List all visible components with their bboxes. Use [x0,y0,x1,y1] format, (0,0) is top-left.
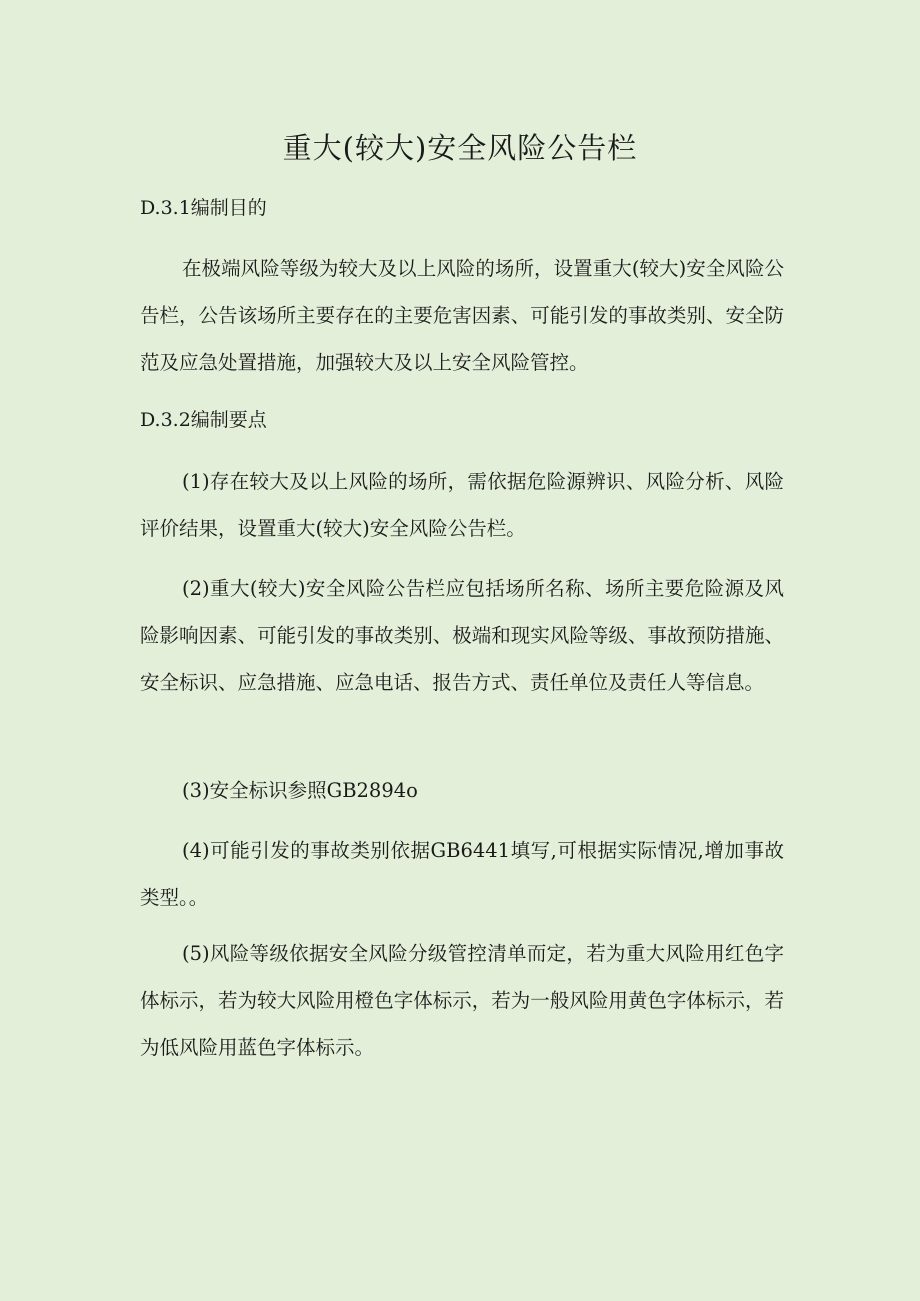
list-item-5: (5)风险等级依据安全风险分级管控清单而定，若为重大风险用红色字体标示，若为较大风险用橙色字体标示，若为一般风险用黄色字体标示，若为低风险用蓝色字体标示。 [140,942,784,1059]
list-item-2: (2)重大(较大)安全风险公告栏应包括场所名称、场所主要危险源及风险影响因素、可能引发的事故类别、极端和现实风险等级、事故预防措施、安全标识、应急措施、应急电话、报告方式、责任单位及责任人等信息。 [140,577,784,694]
document-title: 重大(较大)安全风险公告栏 [282,131,638,165]
list-item-1: (1)存在较大及以上风险的场所，需依据危险源辨识、风险分析、风险评价结果，设置重大(较大)安全风险公告栏。 [140,470,784,540]
list-item-4: (4)可能引发的事故类别依据GB6441填写,可根据实际情况,增加事故类型。。 [140,839,784,909]
section-heading-purpose: D.3.1编制目的 [140,197,267,219]
section-heading-key-points: D.3.2编制要点 [140,409,267,431]
list-item-3: (3)安全标识参照GB2894o [182,779,418,802]
paragraph-purpose: 在极端风险等级为较大及以上风险的场所，设置重大(较大)安全风险公告栏，公告该场所主要存在的主要危害因素、可能引发的事故类别、安全防范及应急处置措施，加强较大及以上安全风险管控。 [140,257,784,374]
